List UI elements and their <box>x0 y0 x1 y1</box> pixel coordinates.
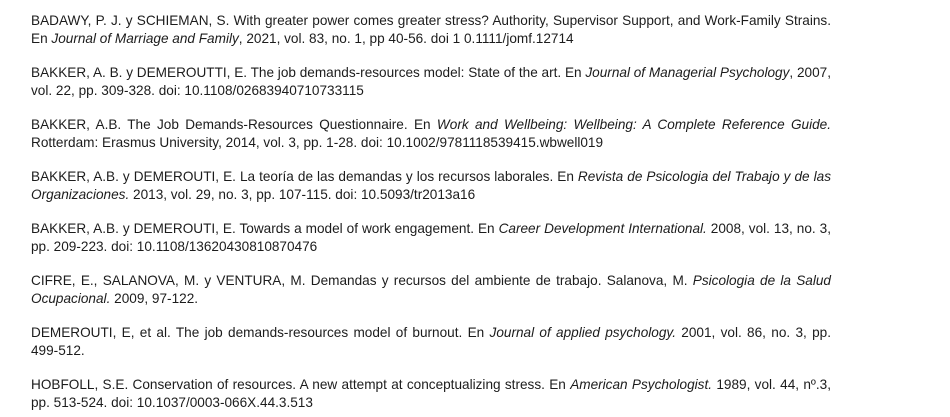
reference-entry <box>31 376 831 412</box>
reference-source-title: Psicologia de la Salud Ocupacional. <box>31 273 831 306</box>
reference-entry <box>31 324 831 360</box>
reference-details: 2008, vol. 13, no. 3, pp. 209-223. doi: 10.1108/13620430810870476 <box>31 221 831 254</box>
reference-details: 2001, vol. 86, no. 3, pp. 499-512. <box>31 325 831 358</box>
reference-source-title: Journal of Managerial Psychology <box>585 65 790 80</box>
reference-entry <box>31 272 831 308</box>
reference-details: 2009, 97-122. <box>110 291 199 306</box>
reference-entry <box>31 168 831 204</box>
reference-text: BADAWY, P. J. y SCHIEMAN, S. With greater power comes greater stress? Authority, Supervisor Support, and Work-Family Strains. En <box>31 13 831 46</box>
reference-source-title: Career Development International. <box>498 221 707 236</box>
reference-source-title: Journal of applied psychology. <box>489 325 676 340</box>
reference-source-title: Work and Wellbeing: Wellbeing: A Complete Reference Guide. <box>436 117 831 132</box>
reference-text: BAKKER, A.B. The Job Demands-Resources Questionnaire. En <box>31 117 437 132</box>
reference-source-title: Revista de Psicologia del Trabajo y de las Organizaciones. <box>31 169 831 202</box>
reference-entry <box>31 220 831 256</box>
reference-list <box>31 12 831 412</box>
reference-details: , 2007, vol. 22, pp. 309-328. doi: 10.1108/02683940710733115 <box>31 65 831 98</box>
reference-text: BAKKER, A.B. y DEMEROUTI, E. Towards a model of work engagement. En <box>31 221 499 236</box>
reference-details: 1989, vol. 44, nº.3, pp. 513-524. doi: 10.1037/0003-066X.44.3.513 <box>31 377 831 410</box>
reference-text: CIFRE, E., SALANOVA, M. y VENTURA, M. Demandas y recursos del ambiente de trabajo. Salanova, M. <box>31 273 693 288</box>
reference-text: BAKKER, A. B. y DEMEROUTTI, E. The job demands-resources model: State of the art. En <box>31 65 586 80</box>
reference-text: BAKKER, A.B. y DEMEROUTI, E. La teoría de las demandas y los recursos laborales. En <box>31 169 578 184</box>
reference-details: 2013, vol. 29, no. 3, pp. 107-115. doi: 10.5093/tr2013a16 <box>129 187 476 202</box>
reference-text: DEMEROUTI, E, et al. The job demands-resources model of burnout. En <box>31 325 490 340</box>
reference-entry <box>31 12 831 48</box>
reference-details: , 2021, vol. 83, no. 1, pp 40-56. doi 1 0.1111/jomf.12714 <box>238 31 574 46</box>
reference-entry <box>31 64 831 100</box>
reference-source-title: American Psychologist. <box>570 377 713 392</box>
reference-source-title: Journal of Marriage and Family <box>51 31 239 46</box>
reference-text: HOBFOLL, S.E. Conservation of resources. A new attempt at conceptualizing stress. En <box>31 377 571 392</box>
reference-entry <box>31 116 831 152</box>
reference-details: Rotterdam: Erasmus University, 2014, vol. 3, pp. 1-28. doi: 10.1002/9781118539415.wbwell019 <box>31 135 604 150</box>
